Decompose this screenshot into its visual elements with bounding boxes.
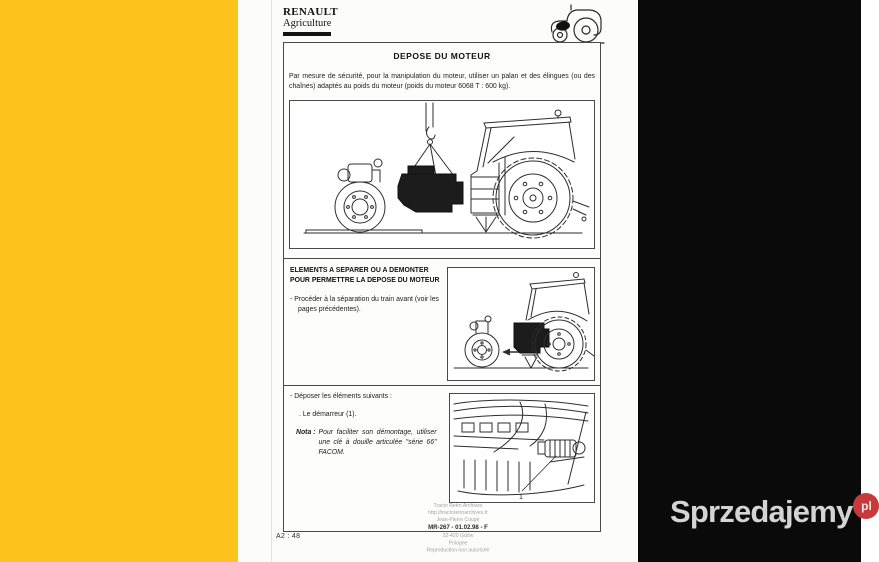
section-divider bbox=[284, 258, 600, 259]
engine-hoisted-from-tractor-drawing bbox=[290, 101, 592, 246]
watermark-line: 32-420 Gdów bbox=[442, 533, 474, 539]
scanned-manual-page bbox=[238, 0, 638, 562]
archive-watermark bbox=[398, 502, 518, 554]
watermark-line: http://tractoretroarchives.fr bbox=[428, 510, 488, 516]
starter-motor-closeup-drawing bbox=[450, 394, 592, 500]
figure-starter-closeup bbox=[449, 393, 595, 503]
procedure-step: - Déposer les éléments suivants : bbox=[290, 393, 392, 400]
section-divider bbox=[284, 385, 600, 386]
section-removal bbox=[290, 392, 446, 458]
section-separation bbox=[290, 266, 444, 315]
watermark-line: Jean-Pierre Coupé bbox=[436, 517, 480, 523]
sprzedajemy-logo bbox=[670, 496, 879, 527]
safety-paragraph: Par mesure de sécurité, pour la manipulation du moteur, utiliser un palan et des élingues (ou des chaînes) adaptés au poids du moteur (poids du moteur 6068 T : 600 kg). bbox=[289, 73, 595, 90]
brand-division: Agriculture bbox=[283, 18, 332, 29]
procedure-step: - Procéder à la séparation du train avant (voir les pages précédentes). bbox=[290, 296, 439, 313]
figure-front-axle-separation bbox=[447, 267, 595, 381]
page-reference: A2 : 48 bbox=[276, 533, 301, 540]
section-heading: ELEMENTS A SEPARER OU A DEMONTER POUR PERMETTRE LA DEPOSE DU MOTEUR bbox=[290, 267, 440, 284]
nota-block bbox=[296, 428, 446, 458]
brand-name: RENAULT bbox=[283, 6, 338, 18]
watermark-line: Tracto Retro Archives bbox=[433, 502, 483, 509]
tractor-icon bbox=[546, 1, 606, 45]
manual-reference: MR-267 - 01.02.98 - F bbox=[428, 523, 488, 532]
brand-underline-bar bbox=[283, 32, 331, 36]
watermark-line: Pologne bbox=[448, 540, 468, 547]
paper-edge-shadow bbox=[271, 0, 272, 562]
watermark-line: Reproduction non autorisée bbox=[426, 547, 490, 554]
procedure-substep: . Le démarreur (1). bbox=[299, 410, 357, 418]
front-axle-separation-drawing bbox=[448, 268, 592, 378]
sprzedajemy-wordmark: Sprzedajemy bbox=[670, 494, 853, 529]
renault-agriculture-logo bbox=[283, 7, 338, 36]
nota-text: Pour faciliter son démontage, utiliser une clé à douille articulée "série 66" FACOM. bbox=[318, 428, 437, 456]
callout-1-label: 1 bbox=[519, 494, 523, 501]
figure-engine-hoist bbox=[289, 100, 595, 249]
page-title: DEPOSE DU MOTEUR bbox=[393, 51, 491, 61]
manual-page-frame bbox=[283, 42, 601, 532]
left-yellow-band bbox=[0, 0, 238, 562]
pl-badge-icon: pl bbox=[853, 493, 879, 519]
nota-label: Nota : bbox=[296, 428, 316, 436]
right-black-band bbox=[638, 0, 872, 562]
